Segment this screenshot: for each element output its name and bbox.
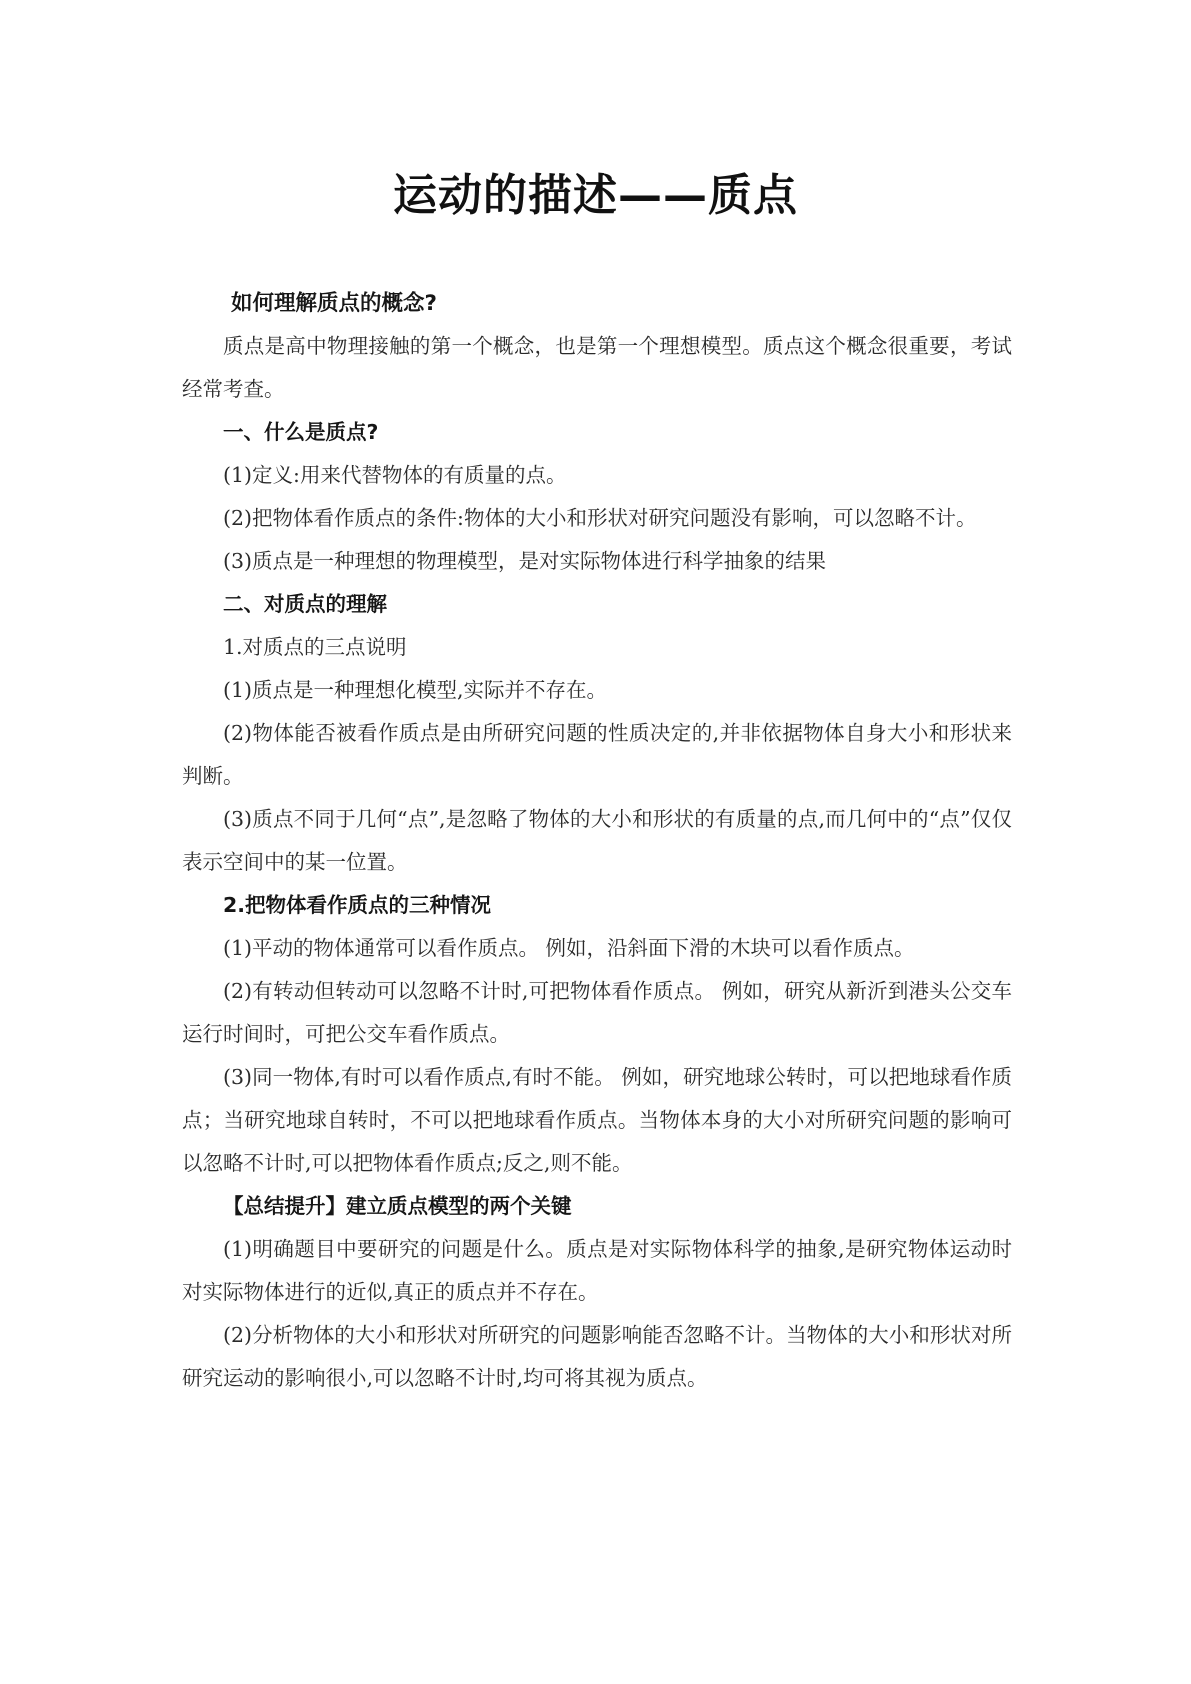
paragraph: (2)物体能否被看作质点是由所研究问题的性质决定的,并非依据物体自身大小和形状来判断。 (182, 721, 1012, 788)
paragraph: (3)同一物体,有时可以看作质点,有时不能。 例如，研究地球公转时，可以把地球看作质点；当研究地球自转时，不可以把地球看作质点。当物体本身的大小对所研究问题的影响可以忽略不计时,可以把物体看作质点;反之,则不能。 (182, 1065, 1012, 1175)
section-heading: 二、对质点的理解 (223, 592, 387, 616)
paragraph: (1)明确题目中要研究的问题是什么。质点是对实际物体科学的抽象,是研究物体运动时对实际物体进行的近似,真正的质点并不存在。 (182, 1237, 1012, 1304)
paragraph: 质点是高中物理接触的第一个概念，也是第一个理想模型。质点这个概念很重要，考试经常考查。 (182, 334, 1012, 401)
paragraph: (2)把物体看作质点的条件:物体的大小和形状对研究问题没有影响，可以忽略不计。 (223, 506, 977, 530)
paragraph: (3)质点是一种理想的物理模型，是对实际物体进行科学抽象的结果 (223, 549, 827, 573)
paragraph: (2)分析物体的大小和形状对所研究的问题影响能否忽略不计。当物体的大小和形状对所研究运动的影响很小,可以忽略不计时,均可将其视为质点。 (182, 1323, 1012, 1390)
document-title: 运动的描述——质点 (393, 170, 798, 221)
summary-heading: 【总结提升】建立质点模型的两个关键 (223, 1194, 572, 1218)
paragraph: (2)有转动但转动可以忽略不计时,可把物体看作质点。 例如，研究从新沂到港头公交车运行时间时，可把公交车看作质点。 (182, 979, 1012, 1046)
lead-question: 如何理解质点的概念? (231, 291, 437, 316)
paragraph: (1)平动的物体通常可以看作质点。 例如，沿斜面下滑的木块可以看作质点。 (223, 936, 915, 960)
paragraph: (3)质点不同于几何“点”,是忽略了物体的大小和形状的有质量的点,而几何中的“点”仅仅表示空间中的某一位置。 (182, 807, 1012, 874)
paragraph: (1)定义:用来代替物体的有质量的点。 (223, 463, 567, 487)
paragraph: (1)质点是一种理想化模型,实际并不存在。 (223, 678, 608, 702)
section-heading: 2.把物体看作质点的三种情况 (223, 893, 492, 917)
section-heading: 一、什么是质点? (223, 420, 379, 444)
paragraph: 1.对质点的三点说明 (223, 635, 407, 659)
document-body (182, 282, 1012, 1400)
